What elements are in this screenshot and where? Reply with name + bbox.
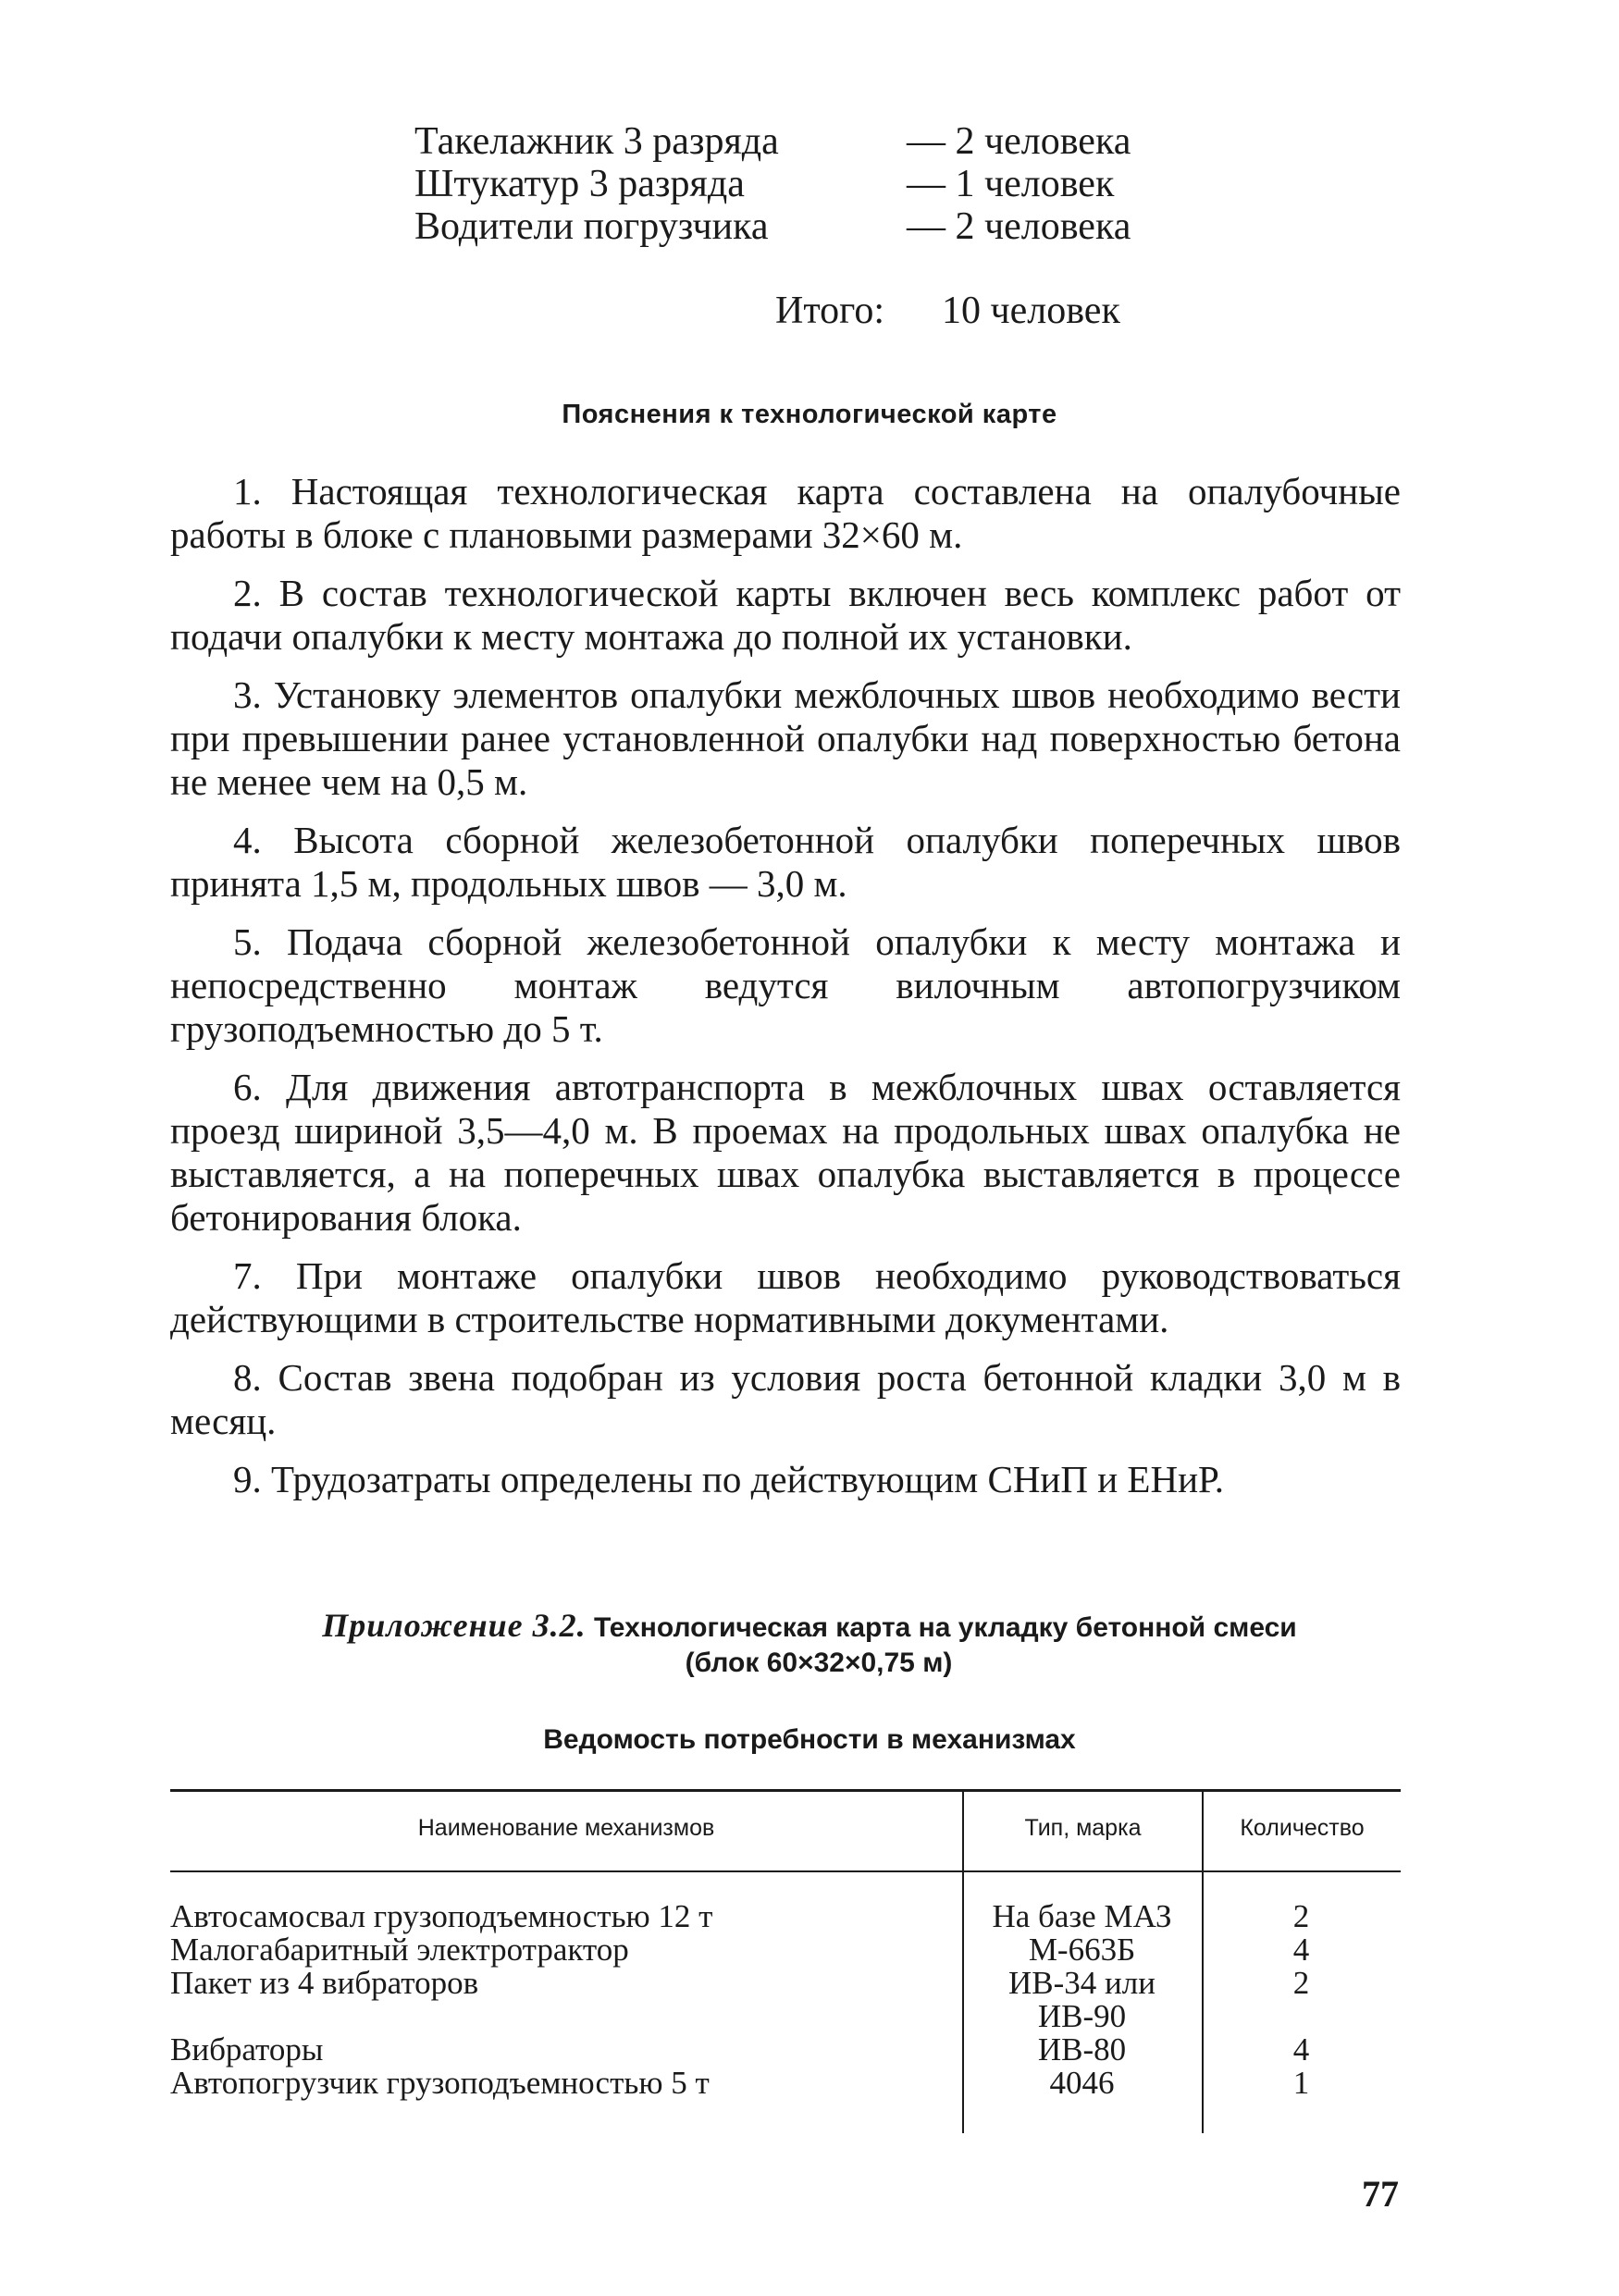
crew-count: — 2 человека [907, 120, 1131, 163]
crew-count: — 2 человека [907, 205, 1131, 248]
note-item: 2. В состав технологической карты включен весь комплекс работ от подачи опалубки к месту монтажа до полной их установки. [170, 572, 1401, 658]
column-header-name: Наименование механизмов [417, 1815, 715, 1841]
table-top-rule [170, 1789, 1401, 1792]
mechanism-qty: 2 [1292, 1965, 1310, 2001]
note-item: 5. Подача сборной железобетонной опалубки к месту монтажа и непосредственно монтаж ведутся вилочным автопогрузчиком грузоподъемностью до 5 т. [170, 920, 1401, 1050]
note-item: 6. Для движения автотранспорта в межблочных швах оставляется проезд шириной 3,5—4,0 м. В проемах на продольных швах опалубка не выставляется, а на поперечных швах опалубка выставляется в процессе бетонирования блока. [170, 1066, 1401, 1239]
total-label: Итого: [775, 290, 884, 332]
crew-role: Такелажник 3 разряда [414, 120, 779, 163]
mechanism-qty: 2 [1292, 1898, 1310, 1934]
appendix-title [0, 1608, 1619, 1681]
mechanism-type: На базе МАЗ [992, 1898, 1172, 1934]
crew-row [414, 163, 1247, 205]
mechanism-name: Автопогрузчик грузоподъемностью 5 т [170, 2065, 710, 2101]
mechanism-name: Малогабаритный электротрактор [170, 1932, 629, 1968]
mechanisms-heading: Ведомость потребности в механизмах [543, 1724, 1076, 1755]
appendix-title-line1: Технологическая карта на укладку бетонной смеси [593, 1612, 1297, 1643]
note-item: 1. Настоящая технологическая карта составлена на опалубочные работы в блоке с плановыми размерами 32×60 м. [170, 470, 1401, 556]
mechanism-qty: 4 [1292, 2031, 1310, 2068]
note-item: 8. Состав звена подобран из условия роста бетонной кладки 3,0 м в месяц. [170, 1356, 1401, 1442]
table-row [170, 1933, 1401, 1967]
page-number: 77 [1362, 2173, 1399, 2215]
mechanism-type: ИВ-34 или ИВ-90 [1008, 1965, 1156, 2034]
table-row [170, 2033, 1401, 2067]
table-row [170, 2067, 1401, 2100]
mechanism-name: Автосамосвал грузоподъемностью 12 т [170, 1898, 713, 1934]
mechanism-name: Вибраторы [170, 2031, 324, 2068]
column-header-qty: Количество [1240, 1815, 1365, 1841]
notes-heading: Пояснения к технологической карте [562, 400, 1057, 429]
crew-row [414, 120, 1247, 163]
crew-role: Штукатур 3 разряда [414, 163, 745, 205]
mechanism-type: ИВ-80 [1037, 2031, 1127, 2068]
table-body [170, 1900, 1401, 2100]
notes-list [170, 470, 1401, 1516]
crew-list [414, 120, 1247, 248]
mechanism-type: 4046 [1049, 2065, 1115, 2101]
crew-row [414, 205, 1247, 248]
total-value: 10 человек [942, 290, 1120, 332]
appendix-title-line2: (блок 60×32×0,75 м) [685, 1648, 953, 1678]
crew-role: Водители погрузчика [414, 205, 769, 248]
note-item: 3. Установку элементов опалубки межблочных швов необходимо вести при превышении ранее установленной опалубки над поверхностью бетона не менее чем на 0,5 м. [170, 673, 1401, 803]
column-header-type: Тип, марка [1024, 1815, 1142, 1841]
note-item: 7. При монтаже опалубки швов необходимо руководствоваться действующими в строительстве нормативными документами. [170, 1254, 1401, 1340]
crew-count: — 1 человек [907, 163, 1115, 205]
appendix-label: Приложение 3.2. [322, 1607, 587, 1644]
mechanism-qty: 1 [1292, 2065, 1310, 2101]
mechanism-qty: 4 [1292, 1932, 1310, 1968]
note-item: 9. Трудозатраты определены по действующим СНиП и ЕНиР. [233, 1458, 1224, 1500]
table-header-rule [170, 1870, 1401, 1872]
note-item: 4. Высота сборной железобетонной опалубки поперечных швов принята 1,5 м, продольных швов — 3,0 м. [170, 819, 1401, 905]
crew-total [775, 289, 1120, 333]
mechanism-name: Пакет из 4 вибраторов [170, 1965, 479, 2001]
mechanism-type: М-663Б [1028, 1932, 1136, 1968]
table-row [170, 1967, 1401, 2033]
table-row [170, 1900, 1401, 1933]
